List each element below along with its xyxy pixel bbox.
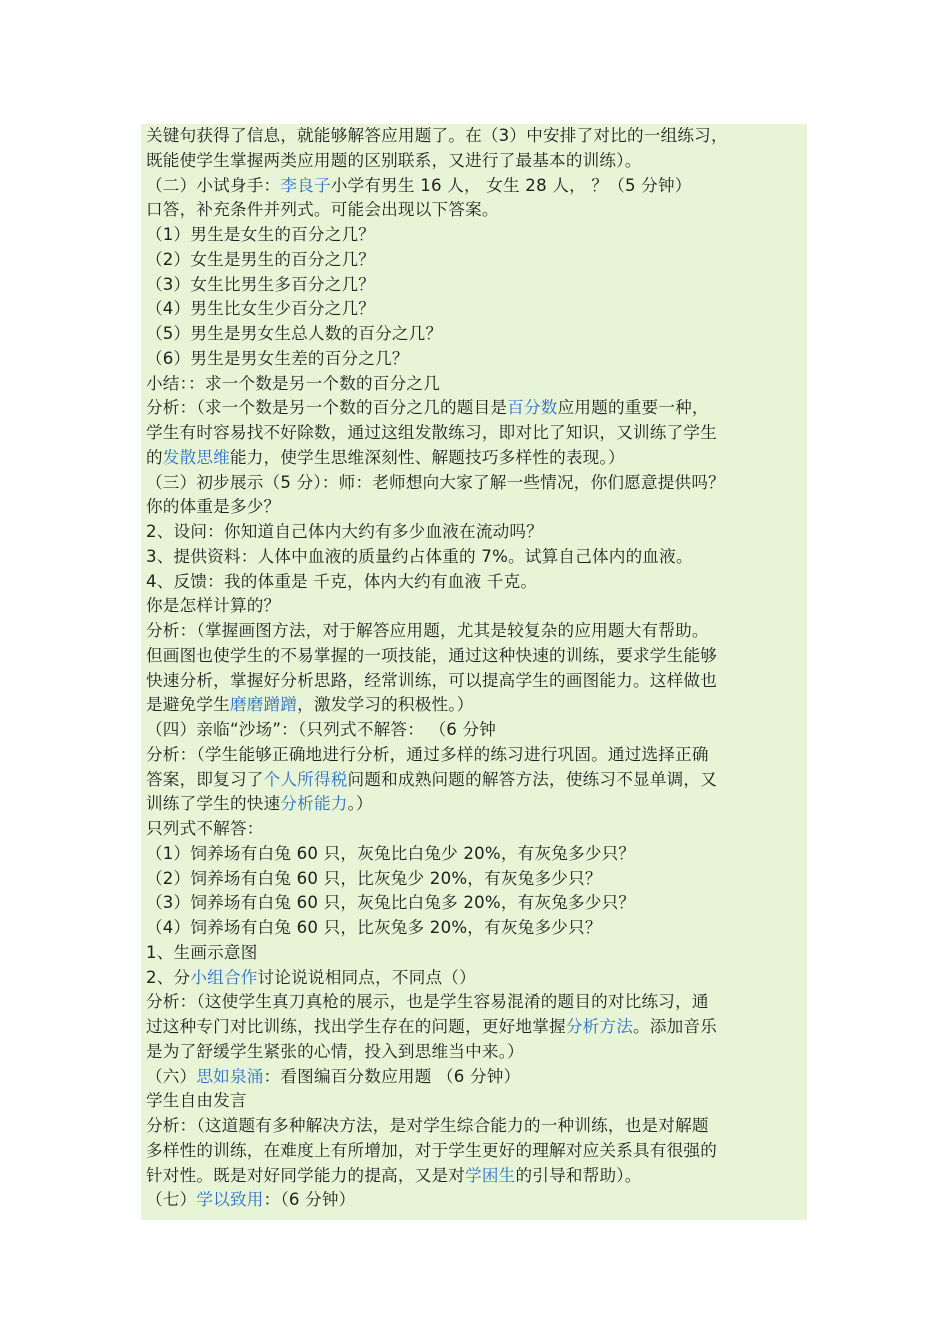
text-line [146, 545, 806, 570]
text-line [146, 495, 806, 520]
text-segment: 分析：（这道题有多种解决方法，是对学生综合能力的一种训练，也是对解题 [146, 1116, 709, 1135]
text-line [146, 1114, 806, 1139]
text-line [146, 124, 806, 149]
text-segment: 的引导和帮助）。 [515, 1165, 642, 1185]
text-segment: 的 [146, 447, 163, 467]
text-line [146, 644, 806, 669]
keyword-link[interactable]: 磨磨蹭蹭 [229, 695, 298, 715]
text-line [146, 471, 806, 496]
text-line [146, 1015, 806, 1040]
text-line [146, 396, 806, 421]
keyword-link[interactable]: 发散思维 [162, 447, 230, 467]
text-segment: 过这种专门对比训练，找出学生存在的问题，更好地掌握 [146, 1017, 566, 1036]
text-line [146, 990, 806, 1015]
text-line [146, 916, 806, 941]
text-segment: 小结：：求一个数是另一个数的百分之几 [146, 373, 440, 393]
keyword-link[interactable]: 学以致用 [196, 1190, 264, 1210]
text-line [146, 1139, 806, 1164]
text-line [146, 1065, 806, 1090]
text-segment: 训练了学生的快速 [146, 794, 281, 814]
text-segment: 能力，使学生思维深刻性、解题技巧多样性的表现。） [229, 447, 625, 467]
text-segment: （5）男生是男女生总人数的百分之几？ [146, 324, 443, 343]
text-segment: （七） [146, 1190, 197, 1210]
text-segment: 分析：（学生能够正确地进行分析，通过多样的练习进行巩固。通过选择正确 [146, 744, 709, 764]
keyword-link[interactable]: 个人所得税 [263, 769, 348, 789]
text-line [146, 149, 806, 174]
text-line [146, 273, 806, 298]
text-segment: 问题和成熟问题的解答方法，使练习不显单调，又 [347, 769, 717, 789]
keyword-link[interactable]: 小组合作 [190, 967, 258, 987]
text-line [146, 198, 806, 223]
text-line [146, 693, 806, 718]
document-text [146, 124, 806, 1213]
text-segment: （1）男生是女生的百分之几？ [146, 225, 376, 244]
text-segment: 是避免学生 [146, 695, 230, 715]
text-segment: （2）女生是男生的百分之几？ [146, 249, 376, 269]
text-line [146, 842, 806, 867]
keyword-link[interactable]: 分析能力 [280, 794, 348, 814]
text-line [146, 570, 806, 595]
text-segment: 分析：（这使学生真刀真枪的展示，也是学生容易混淆的题目的对比练习，通 [146, 992, 709, 1012]
text-line [146, 297, 806, 322]
text-line [146, 619, 806, 644]
text-segment: 学生有时容易找不好除数，通过这组发散练习，即对比了知识，又训练了学生 [146, 423, 717, 442]
text-line [146, 817, 806, 842]
text-segment: 多样性的训练，在难度上有所增加，对于学生更好的理解对应关系具有很强的 [146, 1140, 717, 1160]
text-line [146, 867, 806, 892]
text-line [146, 322, 806, 347]
text-line [146, 792, 806, 817]
text-line [146, 520, 806, 545]
text-segment: 应用题的重要一种， [557, 398, 709, 418]
text-line [146, 891, 806, 916]
text-segment: （3）饲养场有白兔 60 只，灰兔比白兔多 20%，有灰兔多少只？ [146, 893, 636, 913]
text-segment: 4、反馈：我的体重是 千克，体内大约有血液 千克。 [146, 571, 538, 591]
text-segment: （4）饲养场有白兔 60 只，比灰兔多 20%，有灰兔多少只？ [146, 918, 602, 937]
text-segment: 既能使学生掌握两类应用题的区别联系，又进行了最基本的训练）。 [146, 150, 642, 170]
text-line [146, 421, 806, 446]
keyword-link[interactable]: 百分数 [507, 398, 558, 418]
text-segment: 分析：（求一个数是另一个数的百分之几的题目是 [146, 398, 508, 418]
text-segment: 。添加音乐 [633, 1017, 717, 1036]
text-segment: 1、生画示意图 [146, 942, 258, 962]
text-segment: 只列式不解答： [146, 819, 264, 838]
text-segment: （二）小试身手： [146, 175, 281, 195]
text-segment: 你是怎样计算的？ [146, 596, 281, 616]
keyword-link[interactable]: 李良子 [280, 175, 331, 195]
text-segment: 2、设问：你知道自己体内大约有多少血液在流动吗？ [146, 522, 544, 541]
text-line [146, 1188, 806, 1213]
text-line [146, 669, 806, 694]
text-segment: （四）亲临“沙场”：（只列式不解答： （6 分钟 [146, 720, 497, 739]
text-segment: 快速分析，掌握好分析思路，经常训练，可以提高学生的画图能力。这样做也 [146, 670, 717, 690]
text-segment: 答案，即复习了 [146, 769, 264, 789]
text-line [146, 768, 806, 793]
text-line [146, 347, 806, 372]
text-line [146, 372, 806, 397]
text-segment: 小学有男生 16 人， 女生 28 人， ？（5 分钟） [330, 175, 692, 195]
text-segment: 关键句获得了信息，就能够解答应用题了。在（3）中安排了对比的一组练习， [146, 126, 728, 145]
text-line [146, 248, 806, 273]
text-segment: （六） [146, 1066, 197, 1086]
text-segment: （1）饲养场有白兔 60 只，灰兔比白兔少 20%，有灰兔多少只？ [146, 843, 636, 863]
text-segment: （6）男生是男女生差的百分之几？ [146, 348, 409, 368]
text-line [146, 941, 806, 966]
text-line [146, 966, 806, 991]
text-segment: 分析：（掌握画图方法，对于解答应用题，尤其是较复杂的应用题大有帮助。 [146, 621, 709, 640]
text-segment: 但画图也使学生的不易掌握的一项技能，通过这种快速的训练，要求学生能够 [146, 645, 717, 665]
text-segment: 3、提供资料：人体中血液的质量约占体重的 7%。试算自己体内的血液。 [146, 546, 693, 566]
keyword-link[interactable]: 思如泉涌 [196, 1066, 264, 1086]
text-line [146, 743, 806, 768]
text-segment: 学生自由发言 [146, 1091, 247, 1111]
text-segment: ，激发学习的积极性。） [297, 695, 474, 715]
text-line [146, 174, 806, 199]
text-segment: ：看图编百分数应用题 （6 分钟） [263, 1066, 521, 1086]
text-segment: 你的体重是多少？ [146, 497, 281, 517]
text-segment: 。） [347, 794, 373, 814]
text-segment: 口答，补充条件并列式。可能会出现以下答案。 [146, 200, 499, 220]
text-segment: 是为了舒缓学生紧张的心情，投入到思维当中来。） [146, 1041, 524, 1061]
text-line [146, 1040, 806, 1065]
text-segment: （4）男生比女生少百分之几？ [146, 299, 376, 319]
text-segment: 2、分 [146, 967, 191, 987]
text-segment: ：（6 分钟） [263, 1190, 356, 1210]
text-segment: （2）饲养场有白兔 60 只，比灰兔少 20%，有灰兔多少只？ [146, 868, 602, 888]
text-segment: 针对性。既是对好同学能力的提高，又是对 [146, 1165, 466, 1185]
keyword-link[interactable]: 学困生 [465, 1165, 516, 1185]
text-line [146, 223, 806, 248]
text-segment: 讨论说说相同点，不同点（） [257, 967, 476, 987]
text-segment: （三）初步展示（5 分）：师：老师想向大家了解一些情况，你们愿意提供吗？ [146, 472, 725, 492]
text-segment: （3）女生比男生多百分之几？ [146, 274, 376, 294]
text-line [146, 446, 806, 471]
text-line [146, 1164, 806, 1189]
text-line [146, 1089, 806, 1114]
keyword-link[interactable]: 分析方法 [565, 1017, 634, 1036]
text-line [146, 594, 806, 619]
text-line [146, 718, 806, 743]
